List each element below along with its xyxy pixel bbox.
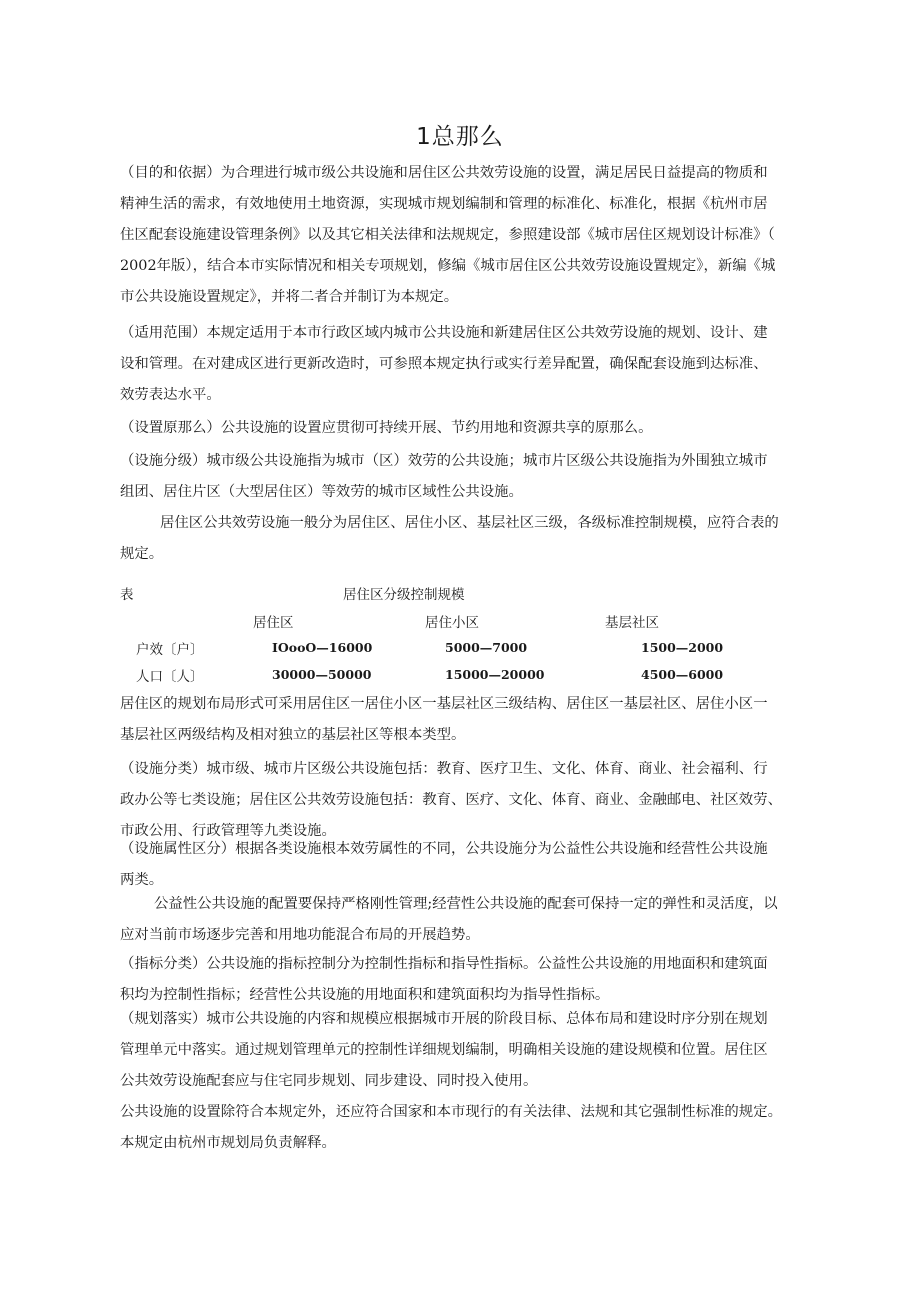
text-line: 规定。	[120, 546, 164, 562]
table-cell: 1500—2000	[641, 640, 724, 655]
text-line: （指标分类）公共设施的指标控制分为控制性指标和指导性指标。公益性公共设施的用地面积和建筑面	[120, 956, 768, 972]
text-line: 本规定由杭州市规划局负责解释。	[120, 1135, 336, 1151]
text-line: （目的和依据）为合理进行城市级公共设施和居住区公共效劳设施的设置，满足居民日益提高的物质和	[120, 165, 768, 181]
paragraph-public-welfare	[120, 889, 840, 951]
text-line: 市政公用、行政管理等九类设施。	[120, 823, 336, 839]
text-line: （设施分级）城市级公共设施指为城市（区）效劳的公共设施；城市片区级公共设施指为外围独立城市	[120, 453, 768, 469]
table-cell: 5000—7000	[445, 640, 528, 655]
text-line: （设施属性区分）根据各类设施根本效劳属性的不同，公共设施分为公益性公共设施和经营性公共设施	[120, 841, 768, 857]
paragraph-principle	[120, 413, 840, 444]
paragraph-attributes	[120, 834, 840, 896]
text-line: 设和管理。在对建成区进行更新改造时，可参照本规定执行或实行差异配置，确保配套设施到达标准、	[120, 356, 768, 372]
table-label: 表	[120, 587, 134, 603]
text-line: 管理单元中落实。通过规划管理单元的控制性详细规划编制，明确相关设施的建设规模和位置。居住区	[120, 1042, 768, 1058]
table-header: 居住区	[253, 615, 294, 631]
paragraph-residential-levels	[120, 508, 840, 570]
paragraph-indicators	[120, 949, 840, 1011]
text-line: （适用范围）本规定适用于本市行政区域内城市公共设施和新建居住区公共效劳设施的规划、设计、建	[120, 325, 768, 341]
text-line: 居住区的规划布局形式可采用居住区一居住小区一基层社区三级结构、居住区一基层社区、居住小区一	[120, 696, 768, 712]
text-line: 2002年版），结合本市实际情况和相关专项规划，修编《城市居住区公共效劳设施设置规定》，新编《城	[120, 258, 776, 274]
text-line: 应对当前市场逐步完善和用地功能混合布局的开展趋势。	[120, 927, 480, 943]
table-row-label: 人口〔人〕	[136, 669, 204, 685]
text-line: 市公共设施设置规定》，并将二者合并制订为本规定。	[120, 289, 459, 305]
text-line: 效劳表达水平。	[120, 387, 221, 403]
text-line: 公益性公共设施的配置要保持严格刚性管理;经营性公共设施的配套可保持一定的弹性和灵活度，以	[154, 896, 778, 912]
table-cell: 15000—20000	[445, 667, 545, 682]
table-caption: 居住区分级控制规模	[343, 587, 465, 603]
text-line: 居住区公共效劳设施一般分为居住区、居住小区、基层社区三级，各级标准控制规模，应符合表的	[160, 515, 779, 531]
table-cell: 30000—50000	[272, 667, 372, 682]
table-cell: IOooO—16000	[272, 640, 373, 655]
table-header: 居住小区	[425, 615, 479, 631]
text-line: 精神生活的需求，有效地使用土地资源，实现城市规划编制和管理的标准化、标准化，根据《杭州市居	[120, 196, 768, 212]
text-line: 公共设施的设置除符合本规定外，还应符合国家和本市现行的有关法律、法规和其它强制性标准的规定。	[120, 1104, 782, 1120]
table-header: 基层社区	[605, 615, 659, 631]
text-line: （设置原那么）公共设施的设置应贯彻可持续开展、节约用地和资源共享的原那么。	[120, 420, 653, 436]
paragraph-implementation	[120, 1004, 840, 1159]
table-row-label: 户效〔户〕	[136, 642, 204, 658]
text-line: 组团、居住片区（大型居住区）等效劳的城市区域性公共设施。	[120, 484, 523, 500]
text-line: 住区配套设施建设管理条例》以及其它相关法律和法规规定，参照建设部《城市居住区规划设计标准》（	[120, 227, 775, 243]
paragraph-purpose	[120, 158, 840, 313]
paragraph-layout-forms	[120, 689, 840, 751]
text-line: 两类。	[120, 872, 164, 888]
text-line: 公共效劳设施配套应与住宅同步规划、同步建设、同时投入使用。	[120, 1073, 538, 1089]
text-line: （规划落实）城市公共设施的内容和规模应根据城市开展的阶段目标、总体布局和建设时序分别在规划	[120, 1011, 768, 1027]
page-title: 1总那么	[416, 124, 504, 150]
text-line: （设施分类）城市级、城市片区级公共设施包括：教育、医疗卫生、文化、体育、商业、社会福利、行	[120, 761, 768, 777]
text-line: 积均为控制性指标；经营性公共设施的用地面积和建筑面积均为指导性指标。	[120, 987, 610, 1003]
paragraph-scope	[120, 318, 840, 411]
paragraph-grading	[120, 446, 840, 508]
text-line: 基层社区两级结构及相对独立的基层社区等根本类型。	[120, 727, 466, 743]
table-cell: 4500—6000	[641, 667, 724, 682]
text-line: 政办公等七类设施；居住区公共效劳设施包括：教育、医疗、文化、体育、商业、金融邮电、社区效劳、	[120, 792, 782, 808]
